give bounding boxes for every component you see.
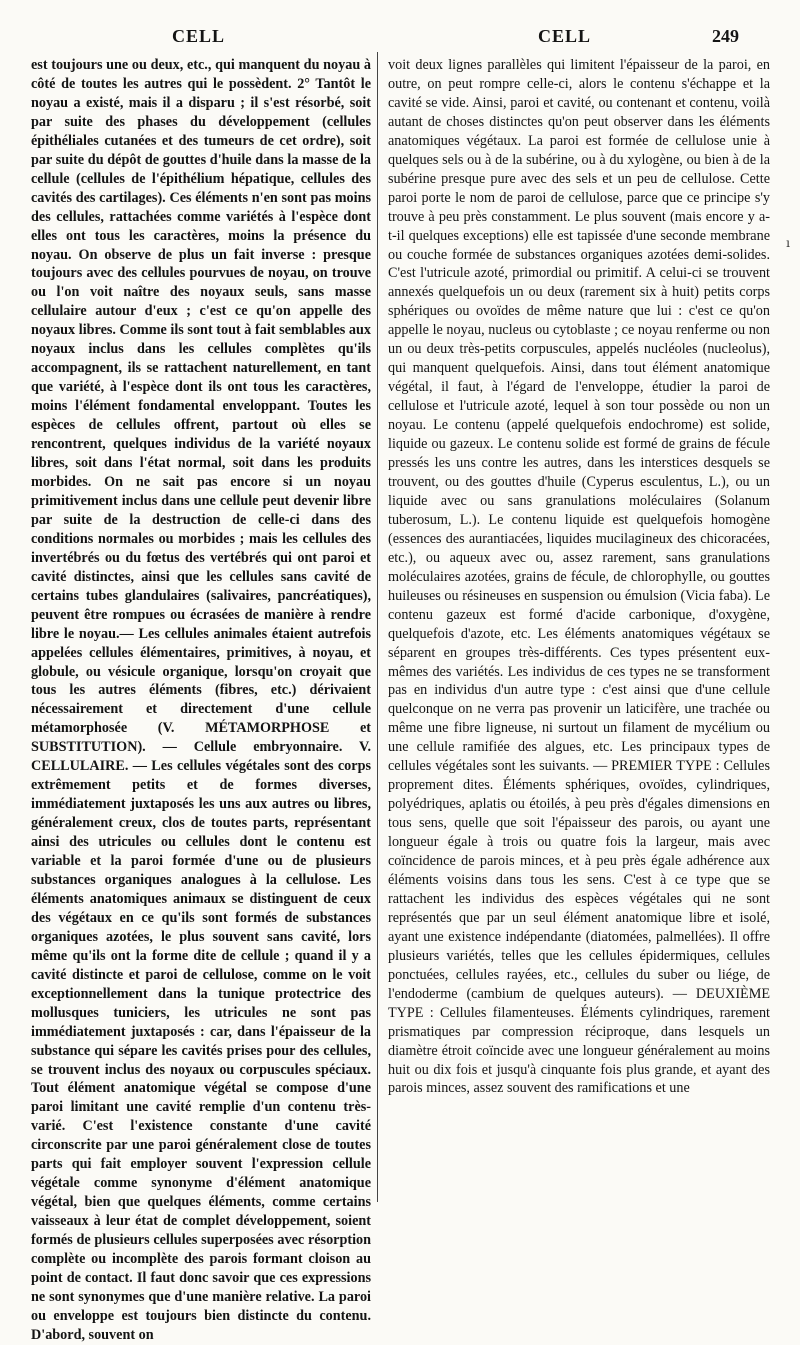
page-number: 249 xyxy=(712,26,739,46)
right-column xyxy=(388,56,770,1206)
running-header xyxy=(0,20,800,50)
left-column-text: est toujours une ou deux, etc., qui manquent du noyau à côté de toutes les autres qui le possèdent. 2° Tantôt le noyau a existé, mais il a disparu ; il s'est résorbé, soit par suite des phases du développement (cellules épithéliales cutanées et des tumeurs de cet ordre), soit par suite du dépôt de gouttes d'huile dans la masse de la cellule (cellules de l'épithélium hépatique, cellules des cavités des cartilages). Ces éléments n'en sont pas moins des cellules, rattachées comme variétés à l'espèce dont elles ont tous les caractères, moins la présence du noyau. On observe de plus un fait inverse : presque toujours avec des cellules pourvues de noyau, on trouve ou l'on voit naître des noyaux seuls, sans masse cellulaire autour d'eux ; c'est ce qu'on appelle des noyaux libres. Comme ils sont tout à fait semblables aux noyaux inclus dans les cellules complètes qu'ils accompagnent, ils se rattachent naturellement, en tant que variété, à l'espèce dont ils ont tous les caractères, moins l'élément fondamental enveloppant. Toutes les espèces de cellules offrent, partout où elles se rencontrent, quelques individus de la variété noyaux libres, soit dans l'état normal, soit dans les produits morbides. On ne sait pas encore si un noyau primitivement inclus dans une cellule peut devenir libre par suite de la destruction de celle-ci dans des conditions normales ou morbides ; mais les cellules des invertébrés ou du fœtus des vertébrés qui ont paroi et cavité distinctes, ainsi que les cellules sans cavité de certains tubes glandulaires (salivaires, pancréatiques), peuvent être rompues ou écrasées de manière à rendre libre le noyau.— Les cellules animales étaient autrefois appelées cellules élémentaires, primitives, à noyau, et globule, ou vésicule organique, lorsqu'on croyait que tous les autres éléments (fibres, etc.) dérivaient nécessairement et directement d'une cellule métamorphosée (V. MÉTAMORPHOSE et SUBSTITUTION). — Cellule embryonnaire. V. CELLULAIRE. — Les cellules végétales sont des corps extrêmement petits et de formes diverses, immédiatement juxtaposés les uns aux autres ou libres, généralement creux, clos de toutes parts, représentant ainsi des utricules ou cellules dont le contenu est variable et la paroi formée d'une ou de plusieurs substances organiques analogues à la cellulose. Les éléments anatomiques animaux se distinguent de ceux des végétaux en ce qu'ils sont formés de substances organiques azotées, le plus souvent sans cavité, lors même qu'ils ont la forme dite de cellule ; quand il y a cavité distincte et paroi de cellulose, comme on le voit exceptionnellement dans la tunique protectrice des mollusques tuniciers, les utricules ne sont pas immédiatement juxtaposés : car, dans l'épaisseur de la substance qui sépare les cavités prises pour des cellules, se trouvent inclus des noyaux ou corpuscules spéciaux. Tout élément anatomique végétal se compose d'une paroi limitant une cavité remplie d'un contenu très-varié. C'est l'existence constante d'une cavité circonscrite par une paroi généralement close de toutes parts qui fait employer souvent l'expression cellule végétale comme synonyme d'élément anatomique végétal, bien que quelques éléments, comme certains vaisseaux à leur état de complet développement, soient formés de plusieurs cellules superposées avec résorption complète ou incomplète des parois formant cloison au point de contact. Il faut donc savoir que ces expressions ne sont synonymes que d'une manière relative. La paroi ou enveloppe est toujours bien distincte du contenu. D'abord, souvent on xyxy=(31,57,371,1343)
margin-mark: ı xyxy=(786,236,790,250)
header-right-word: CELL xyxy=(538,26,592,46)
header-left-word: CELL xyxy=(172,26,226,46)
column-divider xyxy=(377,52,378,1202)
right-column-text: voit deux lignes parallèles qui limitent l'épaisseur de la paroi, en outre, on peut rompre celle-ci, alors le contenu s'échappe et la cavité se vide. Ainsi, paroi et cavité, ou contenant et contenu, voilà autant de choses distinctes qu'on peut observer dans les éléments anatomiques végétaux. La paroi est formée de cellulose unie à quelques sels ou à de la subérine, ou à du xylogène, ou bien à de la subérine presque pure avec des sels et un peu de cellulose. Cette paroi porte le nom de paroi de cellulose, parce que ce principe s'y trouve à peu près constamment. Le plus souvent (mais encore y a-t-il quelques exceptions) elle est tapissée d'une seconde membrane ou couche formée de substances organiques azotées demi-solides. C'est l'utricule azoté, primordial ou primitif. A celui-ci se trouvent annexés quelquefois un ou deux (rarement six à huit) petits corps sphériques ou ovoïdes de même nature que lui : c'est ce qu'on appelle le noyau, nucleus ou cytoblaste ; ce noyau renferme ou non un ou deux très-petits corpuscules, appelés nucléoles (nucleolus), qui manquent quelquefois. Ainsi, dans tout élément anatomique végétal, il faut, à l'égard de l'enveloppe, étudier la paroi de cellulose et l'utricule azoté, lequel à son tour possède ou non un noyau. Le contenu (appelé quelquefois endochrome) est solide, liquide ou gazeux. Le contenu solide est formé de grains de fécule pressés les uns contre les autres, dans les interstices desquels se trouvent, ou des gouttes d'huile (Cyperus esculentus, L.), ou un liquide avec ou sans granulations moléculaires (Solanum tuberosum, L.). Le contenu liquide est quelquefois homogène (essences des aurantiacées, liquides mucilagineux des chicoracées, etc.), ou aqueux avec ou, assez rarement, sans granulations moléculaires azotées, grains de fécule, de chlorophylle, ou gouttes huileuses ou résineuses en suspension ou émulsion (Vicia faba). Le contenu gazeux est formé d'acide carbonique, d'oxygène, quelquefois d'azote, etc. Les éléments anatomiques végétaux se séparent en groupes très-différents. Ces types présentent eux-mêmes des variétés. Les individus de ces types ne se transforment pas en individus d'un autre type : c'est ainsi que d'une cellule quelconque on ne verra pas provenir un laticifère, une trachée ou même une fibre ligneuse, ni surtout un filament de mycélium ou une cellule ramifiée des algues, etc. Les principaux types de cellules végétales sont les suivants. — PREMIER TYPE : Cellules proprement dites. Éléments sphériques, ovoïdes, cylindriques, polyédriques, aplatis ou étoilés, à peu près d'égales dimensions en tous sens, quelle que soit l'épaisseur des parois, ou ayant une longueur égale à trois ou quatre fois la largeur, mais avec coïncidence de parois minces, et à peu près égale adhérence aux éléments voisins dans tous les sens. C'est à ce type que se rattachent les individus des espèces végétales qui ne sont représentés que par un seul élément anatomique libre et isolé, ayant une existence indépendante (diatomées, palmellées). Il offre plusieurs variétés, telles que les cellules épidermiques, cellules ponctuées, cellules rayées, etc., cellules du suber ou liége, de l'endoderme (cambium de quelques auteurs). — DEUXIÈME TYPE : Cellules filamenteuses. Éléments cylindriques, rarement prismatiques par compression réciproque, dans lesquels un diamètre étroit coïncide avec une longueur généralement au moins huit ou dix fois et jusqu'à cinquante fois plus grande, et ayant des parois minces, assez souvent des ramifications et une xyxy=(388,57,770,1097)
left-column xyxy=(31,56,371,1343)
